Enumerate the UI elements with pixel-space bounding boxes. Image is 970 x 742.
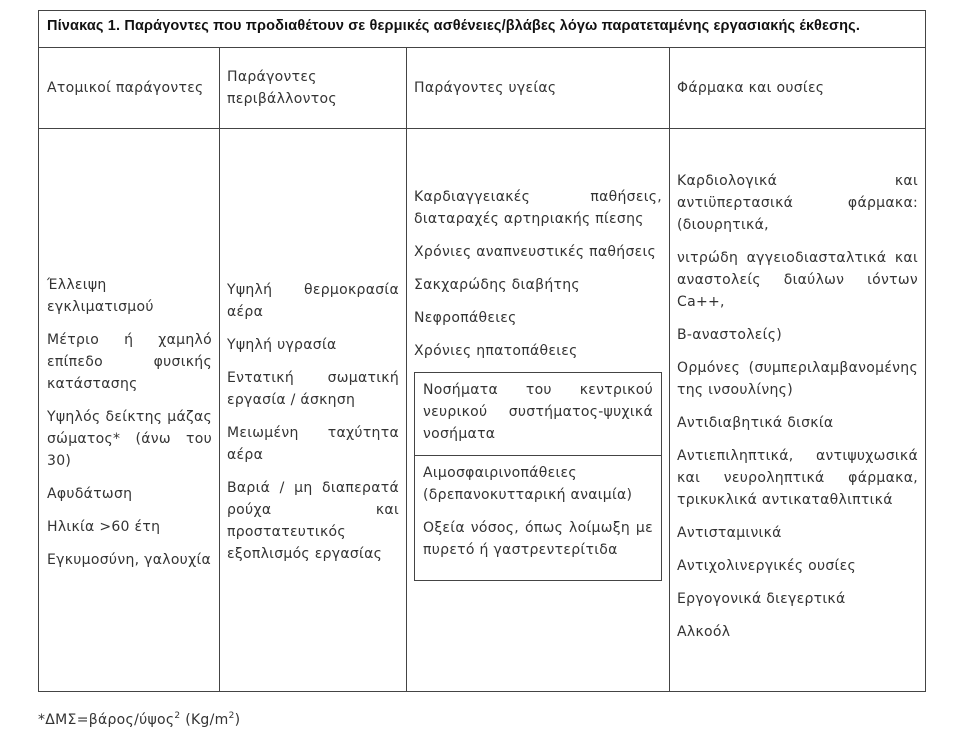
header-individual: Ατομικοί παράγοντες (47, 80, 204, 96)
list-item: Υψηλή θερμοκρασία αέρα (227, 282, 399, 320)
list-item: Νεφροπάθειες (414, 310, 517, 326)
list-item: Β-αναστολείς) (677, 327, 782, 343)
header-health: Παράγοντες υγείας (414, 80, 557, 96)
list-item: Μειωμένη ταχύτητα αέρα (227, 425, 399, 463)
list-item: Ορμόνες (συμπεριλαμβανομένης της ινσουλίνης) (677, 360, 918, 398)
list-item: Καρδιολογικά και αντιϋπερτασικά φάρμακα: (διουρητικά, (677, 173, 918, 233)
header-drugs: Φάρμακα και ουσίες (677, 80, 825, 96)
column-divider (669, 48, 670, 691)
footnote-unit: (Kg/m (180, 712, 229, 728)
footnote-exponent: 2 (174, 711, 181, 721)
factors-table (38, 10, 926, 692)
footnote (38, 712, 240, 728)
list-item: Αφυδάτωση (47, 486, 133, 502)
list-item: Σακχαρώδης διαβήτης (414, 277, 580, 293)
header-divider (39, 128, 925, 129)
footnote-close: ) (234, 712, 241, 728)
list-item: Αντιχολινεργικές ουσίες (677, 558, 856, 574)
list-item: Εργογονικά διεγερτικά (677, 591, 846, 607)
list-item: Αντιδιαβητικά δισκία (677, 415, 834, 431)
list-item: Μέτριο ή χαμηλό επίπεδο φυσικής κατάστασης (47, 332, 212, 392)
list-item: Υψηλός δείκτης μάζας σώματος* (άνω του 30) (47, 409, 212, 469)
column-divider (219, 48, 220, 691)
table-title: Πίνακας 1. Παράγοντες που προδιαθέτουν σε θερμικές ασθένειες/βλάβες λόγω παρατεταμένης εργασιακής έκθεσης. (39, 11, 925, 48)
list-item: Έλλειψη εγκλιματισμού (47, 277, 154, 315)
list-item: Εγκυμοσύνη, γαλουχία (47, 552, 212, 568)
list-item: Υψηλή υγρασία (227, 337, 337, 353)
list-item: Βαριά / μη διαπερατά ρούχα και προστατευτικός εξοπλισμός εργασίας (227, 480, 399, 562)
list-item: Αντιεπιληπτικά, αντιψυχωσικά και νευροληπτικά φάρμακα, τρικυκλικά αντικαταθλιπτικά (677, 448, 918, 508)
list-item: νιτρώδη αγγειοδιασταλτικά και αναστολείς διαύλων ιόντων Ca++, (677, 250, 918, 310)
column-divider (406, 48, 407, 691)
header-environment: Παράγοντες περιβάλλοντος (227, 69, 337, 107)
health-box-cns (414, 372, 662, 456)
drugs-substances (677, 170, 918, 654)
list-item: Νοσήματα του κεντρικού νευρικού συστήματος-ψυχικά νοσήματα (423, 382, 653, 442)
list-item: Αλκοόλ (677, 624, 731, 640)
list-item: Χρόνιες αναπνευστικές παθήσεις (414, 244, 657, 260)
list-item: Οξεία νόσος, όπως λοίμωξη με πυρετό ή γαστρεντερίτιδα (423, 520, 653, 558)
list-item: Χρόνιες ηπατοπάθειες (414, 343, 578, 359)
list-item: Ηλικία >60 έτη (47, 519, 161, 535)
list-item: Καρδιαγγειακές παθήσεις, διαταραχές αρτηριακής πίεσης (414, 189, 662, 227)
footnote-exponent: 2 (228, 711, 235, 721)
list-item: Αιμοσφαιρινοπάθειες (δρεπανοκυτταρική αναιμία) (423, 465, 633, 503)
list-item: Αντισταμινικά (677, 525, 782, 541)
individual-factors (47, 274, 212, 582)
footnote-text: *ΔΜΣ=βάρος/ύψος (38, 712, 175, 728)
health-factors (414, 186, 662, 373)
health-box-blood (414, 455, 662, 581)
environment-factors (227, 279, 399, 576)
list-item: Εντατική σωματική εργασία / άσκηση (227, 370, 399, 408)
